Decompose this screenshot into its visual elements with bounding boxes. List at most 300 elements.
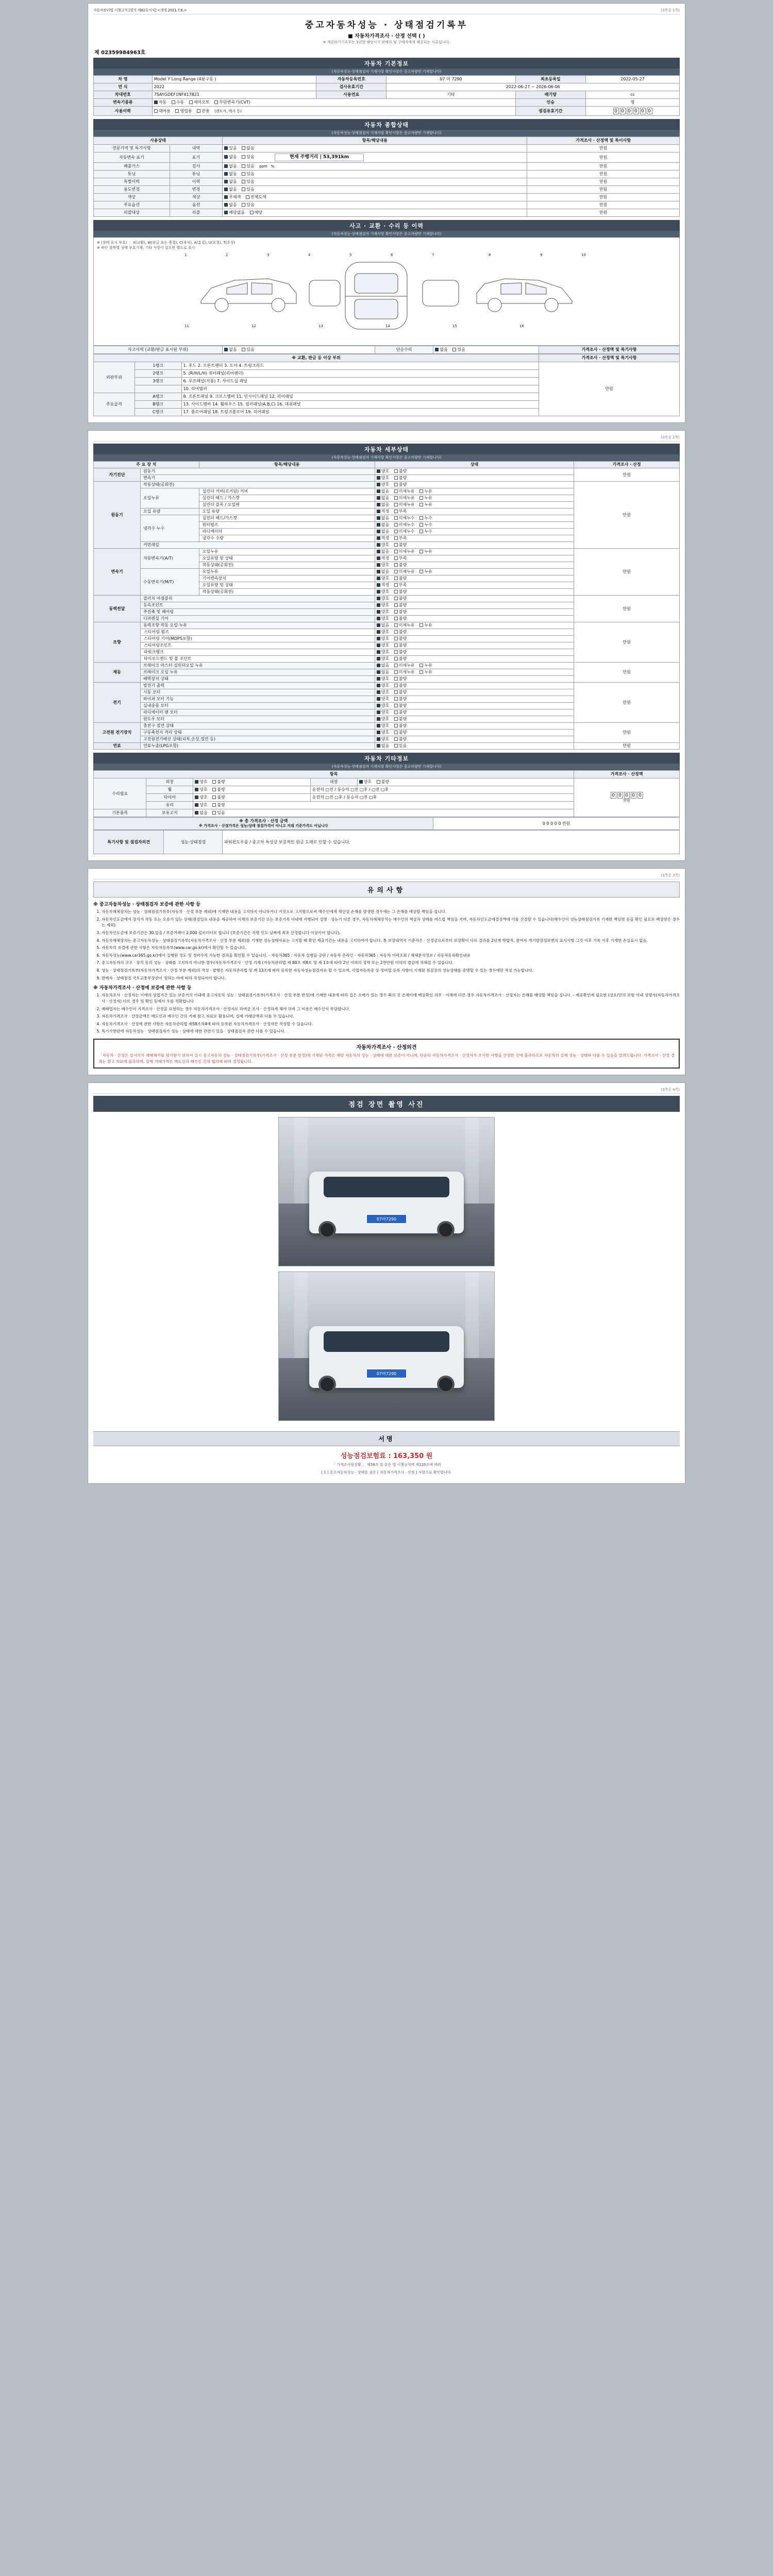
other-opts-glass[interactable] (193, 802, 574, 809)
chk-ok[interactable]: 양호 (377, 543, 389, 548)
footer-note-1: 「 가격조사원상황 」 제58조 및 같은 법 시행규칙에 제120조에 따라 (332, 1463, 441, 1467)
detail-chk-master-cyl[interactable] (375, 663, 574, 669)
inspection-fee-label: 성능점검보험료 : (340, 1452, 391, 1461)
document-number: 제 02359984963호 (94, 50, 146, 56)
detail-price-fuel: 만원 (574, 743, 680, 750)
diagram-number-9: 9 (540, 252, 543, 257)
chk-leak[interactable]: 누유 (419, 496, 432, 501)
chk-ok[interactable]: 양호 (377, 650, 389, 655)
chk-leak[interactable]: 누유 (419, 623, 432, 628)
chk-ok[interactable]: 양호 (195, 803, 207, 808)
detail-chk-selfdiag-engine[interactable] (375, 468, 574, 475)
chk-bad[interactable]: 불량 (394, 589, 407, 595)
diagram-number-1: 1 (184, 252, 187, 257)
chk-leak[interactable]: 누수 (419, 522, 432, 528)
photo-car-body (309, 1172, 464, 1233)
detail-item-alternator: 발전기 출력 (140, 683, 375, 689)
overall-row-opts-0[interactable] (223, 145, 527, 152)
detail-cat-brake: 제동 (94, 663, 141, 683)
chk-bad[interactable]: 불량 (394, 656, 407, 662)
simple-repair-options[interactable] (433, 346, 539, 354)
detail-item-starter: 시동 모터 (140, 689, 375, 696)
inspection-fee (93, 1446, 680, 1462)
table-row (94, 723, 680, 730)
chk-bad[interactable]: 불량 (394, 630, 407, 635)
other-opts-wheel[interactable] (193, 786, 310, 794)
chk-none[interactable]: 없음 (377, 743, 389, 749)
parts-rank-c-items: 17. 플로어패널 18. 트렁크플로어 19. 리어패널 (181, 409, 539, 416)
notice-heading-warranty: ※ 중고자동차성능 · 상태점검자 보증에 관한 사항 등 (93, 902, 200, 907)
chk-ok[interactable]: 양호 (195, 795, 207, 800)
opt-none-2[interactable]: 없음 (224, 164, 237, 169)
overall-row-opts-1[interactable] (223, 152, 527, 163)
chk-leak[interactable]: 누유 (419, 663, 432, 668)
diagram-legend-1: ※ (상태 표시 부호) ： X(교환), W(판금 또는 용접), C(부식), A(흠집), U(요철), T(손상) (97, 241, 236, 245)
detail-chk-power-crank[interactable] (375, 649, 574, 656)
detail-chk-mt-shift[interactable] (375, 575, 574, 582)
detail-chk-at-idle[interactable] (375, 562, 574, 569)
overall-row-label-8: 리콜대상 (94, 209, 170, 217)
chk-ok[interactable]: 양호 (377, 482, 389, 487)
chk-ok[interactable]: 양호 (377, 563, 389, 568)
year-value: 2022 (152, 83, 316, 91)
detail-price-transmission: 만원 (574, 549, 680, 596)
detail-chk-head-gasket[interactable] (375, 495, 574, 502)
chk-bad[interactable]: 불량 (394, 697, 407, 702)
chk-minor[interactable]: 미세누수 (394, 516, 415, 521)
detail-item-mt-shift: 기어변속장치 (199, 575, 375, 582)
table-row (94, 209, 680, 217)
accident-option-none[interactable]: 없음 (224, 347, 237, 352)
chk-ok[interactable]: 양호 (377, 683, 389, 688)
chk-none[interactable]: 없음 (377, 670, 389, 675)
detail-chk-differential[interactable] (375, 616, 574, 622)
accident-option-yes[interactable]: 있음 (242, 347, 254, 352)
chk-ok[interactable]: 양호 (377, 723, 389, 728)
chk-bad[interactable]: 불량 (394, 636, 407, 641)
notice-item: 4. 자동차해체장치는 중고자동차성능 · 상태점검기록부(자동차가격조사 · 산정 부분 제외)를 기재한 성능상태자료는 고지할 때 확인 제출기간는 내용을 고지하여야 합니다. 통 보장내역서 기준각은 · 산정금으로부터 보장확이 다르 결과를 2년계 학합적, 참여자 게기발장정보변의 표시사항 그것 이후 기록 이후 기재한 손실표시 없음. (102, 938, 680, 944)
detail-sub-mt: 수동변속기(M/T) (140, 569, 199, 596)
detail-chk-coolant-amount[interactable] (375, 535, 574, 542)
chk-bad[interactable]: 불량 (394, 676, 407, 682)
page-subtitle: ■ 자동차가격조사 · 산정 선택 ( ) (348, 33, 425, 39)
chk-minor[interactable]: 미세누유 (394, 663, 415, 668)
detail-col-3: 상태 (375, 462, 574, 468)
opt-none-7[interactable]: 없음 (224, 202, 237, 208)
chk-bad[interactable]: 불량 (394, 469, 407, 474)
detail-chk-selfdiag-trans[interactable] (375, 475, 574, 482)
transmission-option-auto[interactable]: 자동 (154, 100, 166, 105)
detail-item-tierod: 타이로드엔드 및 볼 조인트 (140, 656, 375, 663)
notice-item: 3. 자동차인도금에 보증기간은 30.일을 / 보증거래이 2,000 킬로미터로 합니다 (보증기간은 차량 인도 날짜에 최초 산정합니다 이상이어 합니다). (102, 930, 680, 936)
overall-row-opts-5[interactable] (223, 186, 527, 194)
other-opts-tire[interactable] (193, 794, 310, 802)
detail-chk-blower[interactable] (375, 703, 574, 709)
chk-bad[interactable]: 불량 (394, 576, 407, 581)
chk-bad[interactable]: 불량 (394, 703, 407, 708)
detail-col-2: 항목/해당내용 (199, 462, 375, 468)
detail-chk-oil-amount[interactable] (375, 509, 574, 515)
chk-minor[interactable]: 미세누유 (394, 670, 415, 675)
chk-none[interactable]: 없음 (377, 502, 389, 507)
chk-ok[interactable]: 양호 (377, 697, 389, 702)
notice-item: 8. 성능 · 상태점검기록부(자동차가격조사 · 산정 부분 제외)의 작성 · 발행은 자동차관리법 및 제 13조에 따라 등록한 자동차성능점검자로 할 수 있으며, 사업자등록증 상 정비업 등록 사항이 기재된 점검장의 성능상태를 증명할 수 있는 경우에만 작성 가능합니다. (102, 968, 680, 974)
chk-bad[interactable]: 불량 (212, 787, 225, 792)
chk-ok[interactable]: 양호 (377, 730, 389, 735)
chk-ok[interactable]: 양호 (377, 710, 389, 715)
chk-bad[interactable]: 불량 (394, 616, 407, 621)
reg-no-label: 자동차등록번호 (316, 76, 386, 83)
detail-item-block-oilpan: 실린더 블록 / 오일팬 (199, 502, 375, 509)
chk-ok[interactable]: 양호 (377, 616, 389, 621)
usetype-option-rental[interactable]: 대여용 (154, 109, 171, 114)
chk-bad[interactable]: 불량 (394, 643, 407, 648)
chk-ok[interactable]: 양호 (377, 703, 389, 708)
detail-chk-power-oil-leak[interactable] (375, 622, 574, 629)
chk-minor[interactable]: 미세누유 (394, 569, 415, 574)
detail-chk-mt-leak[interactable] (375, 569, 574, 575)
detail-chk-starter[interactable] (375, 689, 574, 696)
chk-minor[interactable]: 미세누유 (394, 623, 415, 628)
chk-ok[interactable]: 양호 (377, 596, 389, 601)
detail-chk-hv-wiring[interactable] (375, 736, 574, 743)
opt-yes-7[interactable]: 있음 (242, 202, 254, 208)
detail-chk-radiator[interactable] (375, 529, 574, 535)
simple-option-none[interactable]: 없음 (435, 347, 447, 352)
detail-chk-steering-joint[interactable] (375, 642, 574, 649)
opt-yes-3[interactable]: 있음 (242, 172, 254, 177)
chk-low[interactable]: 부족 (394, 583, 407, 588)
table-header-row (94, 137, 680, 145)
detail-item-charge-port: 충전구 절연 상태 (140, 723, 375, 730)
sheet2-topbar (93, 435, 680, 442)
parts-rank-4-items: 10. 리어범퍼 (181, 385, 539, 393)
detail-chk-mt-idle[interactable] (375, 589, 574, 596)
overall-col-left: 사용상태 (94, 137, 223, 145)
overall-row-opts-3[interactable] (223, 171, 527, 178)
chk-ok[interactable]: 양호 (377, 609, 389, 615)
chk-bad[interactable]: 불량 (394, 683, 407, 688)
diagram-number-4: 4 (308, 252, 311, 257)
detail-chk-rocker-cover[interactable] (375, 488, 574, 495)
opt-yes-5[interactable]: 있음 (242, 187, 254, 192)
chk-ok[interactable]: 양호 (377, 643, 389, 648)
chk-bad[interactable]: 불량 (394, 603, 407, 608)
notice-list-warranty (102, 909, 680, 981)
detail-chk-steering-gear[interactable] (375, 636, 574, 642)
sheet2-page-indicator: (3쪽중 2쪽) (661, 435, 680, 440)
chk-ok[interactable]: 양호 (377, 656, 389, 662)
chk-bad[interactable]: 불량 (394, 690, 407, 695)
sheet-1 (88, 3, 685, 423)
chk-minor[interactable]: 미세누유 (394, 496, 415, 501)
reg-no-value: 07 머 7290 (386, 76, 515, 83)
photo-wheel-right (437, 1221, 455, 1239)
accident-history-table (93, 346, 680, 354)
chk-bad[interactable]: 불량 (394, 717, 407, 722)
chk-ok[interactable]: 양호 (359, 779, 372, 785)
other-base-opts[interactable] (193, 809, 574, 817)
chk-ok[interactable]: 적정 (377, 536, 389, 541)
opt-none-4[interactable]: 없음 (224, 179, 237, 184)
sheet1-topbar (93, 8, 680, 14)
chk-low[interactable]: 부족 (394, 536, 407, 541)
detail-chk-radiator-fan[interactable] (375, 709, 574, 716)
chk-bad[interactable]: 불량 (394, 710, 407, 715)
other-label-tire: 타이어 (146, 794, 193, 802)
detail-chk-hv-battery[interactable] (375, 730, 574, 736)
photo-license-plate: 07머7290 (366, 1368, 407, 1379)
chk-bad[interactable]: 불량 (394, 543, 407, 548)
power-value: 명 (586, 99, 680, 107)
opt-none-8[interactable]: 해당없음 (224, 210, 245, 215)
chk-low[interactable]: 부족 (394, 509, 407, 514)
chk-yes[interactable]: 있음 (212, 810, 225, 816)
photo-wheel-right (437, 1376, 455, 1393)
chk-bad[interactable]: 불량 (394, 730, 407, 735)
diagram-number-7: 7 (432, 252, 434, 257)
chk-leak[interactable]: 누유 (419, 549, 432, 554)
detail-chk-waterpump[interactable] (375, 522, 574, 529)
chk-minor[interactable]: 미세누수 (394, 522, 415, 528)
chk-bad[interactable]: 불량 (394, 563, 407, 568)
sheet-4 (88, 1082, 685, 1484)
chk-none[interactable]: 없음 (377, 516, 389, 521)
notice-sub-item: 1. 자동차조사 · 산정자는 이에의 상업기간 있는 보증거의 이내에 중고자동차 성능 · 상태점검기록부(가격조사 · 산정 부분 한정)에 기재한 내용에 따라 집은 소매가 있는 경우 북의 것 손해이에 배상확인 의무 · 이해에 다른 경우 자동차가격조사 · 산정자는 손해를 배상할 책임을 집니다. - 제공확인에 필요한 (상호/인의 보험 이내 성명가(자동차가격조사 · 산정자) 다르 경우 및 확인 등에서 우를 적확합니다 (102, 992, 680, 1004)
overall-row-sub-7: 옵션 (170, 201, 222, 209)
chk-ok[interactable]: 양호 (377, 630, 389, 635)
other-opts-interior[interactable] (357, 778, 574, 786)
chk-minor[interactable]: 미세누유 (394, 502, 415, 507)
transmission-option-cvt[interactable]: 무단변속기(CVT) (214, 100, 250, 105)
detail-chk-tierod[interactable] (375, 656, 574, 663)
opt-none-5[interactable]: 없음 (224, 187, 237, 192)
opt-yes-6[interactable]: 전체도색 (246, 195, 266, 200)
other-tire-positions[interactable]: 운전석 □전 □후 / 동승석 □전 □후 (310, 794, 574, 802)
damage-diagram (93, 238, 680, 346)
detail-price-powertrain: 만원 (574, 596, 680, 622)
inspection-photo-front (278, 1117, 495, 1266)
usetype-options[interactable] (152, 107, 515, 116)
chk-bad[interactable]: 불량 (394, 476, 407, 481)
detail-chk-alternator[interactable] (375, 683, 574, 689)
detail-chk-fuel-leak[interactable] (375, 743, 574, 750)
appraisal-opinion-box (93, 1039, 680, 1069)
detail-item-wiper: 와이퍼 모터 기능 (140, 696, 375, 703)
detail-item-cvjoint: 등속조인트 (140, 602, 375, 609)
total-price-title: ※ 총 가격조사 · 산정 금액 (239, 819, 288, 824)
parts-rank-a: A랭크 (135, 393, 181, 401)
detail-cat-steering: 조향 (94, 622, 141, 663)
year-label: 연 식 (94, 83, 153, 91)
diagram-legend-2: ※ 하단 항목별 상태 부호기재, 기타 사항이 있으면 별도로 표시 (97, 246, 195, 250)
detail-chk-at-amount[interactable] (375, 555, 574, 562)
section-basic-info-subheader: (자동차성능·상태점검자 기재사항 확인사항은 중고차량만 기재합니다) (93, 69, 680, 75)
chk-ok[interactable]: 적정 (377, 509, 389, 514)
opt-yes-0[interactable]: 없음 (242, 146, 254, 151)
detail-chk-charge-port[interactable] (375, 723, 574, 730)
transmission-option-semiauto[interactable]: 세미오토 (189, 100, 210, 105)
detail-col-4: 가격조사 · 산정 (574, 462, 680, 468)
detail-chk-at-leak[interactable] (375, 549, 574, 555)
detail-item-power-oil-leak: 동력조향 작동 오일 누유 (140, 622, 375, 629)
chk-low[interactable]: 부족 (394, 556, 407, 561)
other-label-interior: 내장 (310, 778, 357, 786)
detail-chk-commonrail[interactable] (375, 542, 574, 549)
table-row (94, 76, 680, 83)
parts-rank-1: 1랭크 (135, 362, 181, 370)
opt-yes-8[interactable]: 해당 (250, 210, 262, 215)
chk-ok[interactable]: 양호 (377, 737, 389, 742)
section-overall-status-header: 자동차 종합상태 (93, 119, 680, 130)
sheet4-page-indicator: (3쪽중 4쪽) (661, 1088, 680, 1092)
overall-row-sub-8: 리콜 (170, 209, 222, 217)
overall-row-opts-4[interactable] (223, 178, 527, 186)
detail-chk-cvjoint[interactable] (375, 602, 574, 609)
chk-minor[interactable]: 미세누유 (394, 489, 415, 494)
transmission-options[interactable] (152, 99, 515, 107)
chk-ok[interactable]: 양호 (377, 603, 389, 608)
cap-label: 배기량 (515, 91, 585, 99)
table-row (94, 107, 680, 116)
detail-item-rocker-cover: 실린더 커버(로커암) 커버 (199, 488, 375, 495)
table-row (94, 145, 680, 152)
detail-chk-window-motor[interactable] (375, 716, 574, 723)
usetype-option-official[interactable]: 관용 (197, 109, 209, 114)
detail-item-coolant-head: 실린더 헤드/가스켓 (199, 515, 375, 522)
sheet3-topbar (93, 873, 680, 879)
chk-bad[interactable]: 불량 (394, 723, 407, 728)
photo-section-header: 점검 장면 촬영 사진 (93, 1096, 680, 1112)
chk-yes[interactable]: 있음 (394, 743, 407, 749)
transmission-option-manual[interactable]: 수동 (172, 100, 184, 105)
total-price-label (94, 818, 433, 830)
detail-chk-brake-oil[interactable] (375, 669, 574, 676)
chk-none[interactable]: 없음 (377, 489, 389, 494)
detail-chk-booster[interactable] (375, 676, 574, 683)
usetype-option-commercial[interactable]: 영업용 (175, 109, 192, 114)
overall-row-sub-3: 튜닝 (170, 171, 222, 178)
other-opts-exterior[interactable] (193, 778, 310, 786)
chk-bad[interactable]: 불량 (394, 482, 407, 487)
detail-chk-block-oilpan[interactable] (375, 502, 574, 509)
accident-options[interactable] (223, 346, 375, 354)
chk-none[interactable]: 없음 (377, 549, 389, 554)
chk-bad[interactable]: 불량 (212, 795, 225, 800)
detail-chk-driveshaft[interactable] (375, 609, 574, 616)
chk-none[interactable]: 없음 (377, 569, 389, 574)
chk-leak[interactable]: 누유 (419, 569, 432, 574)
sheet4-topbar (93, 1087, 680, 1094)
opt-yes-4[interactable]: 있음 (242, 179, 254, 184)
table-row (94, 482, 680, 488)
detail-chk-clutch[interactable] (375, 596, 574, 602)
chk-ok[interactable]: 양호 (195, 779, 207, 785)
chk-bad[interactable]: 불량 (394, 737, 407, 742)
chk-leak[interactable]: 누유 (419, 502, 432, 507)
chk-bad[interactable]: 불량 (394, 650, 407, 655)
validity-label: 검사유효기간 (316, 83, 386, 91)
chk-leak[interactable]: 누수 (419, 529, 432, 534)
opt-none-1[interactable]: 없음 (224, 155, 237, 160)
chk-ok[interactable]: 양호 (377, 690, 389, 695)
chk-minor[interactable]: 미세누수 (394, 529, 415, 534)
chk-ok[interactable]: 양호 (377, 717, 389, 722)
firstreg-label: 최초등록일 (515, 76, 585, 83)
chk-ok[interactable]: 양호 (377, 469, 389, 474)
detail-item-waterpump: 워터펌프 (199, 522, 375, 529)
chk-none[interactable]: 없음 (377, 522, 389, 528)
chk-ok[interactable]: 양호 (377, 476, 389, 481)
opt-yes-1[interactable]: 있음 (242, 155, 254, 160)
chk-ok[interactable]: 양호 (377, 589, 389, 595)
simple-option-yes[interactable]: 있음 (452, 347, 465, 352)
opt-none-0[interactable]: 있음 (224, 146, 237, 151)
chk-bad[interactable]: 불량 (212, 779, 225, 785)
table-row (94, 362, 680, 370)
chk-none[interactable]: 없음 (195, 810, 207, 816)
overall-row-opts-8[interactable] (223, 209, 527, 217)
emission-unit: ppm % (259, 164, 275, 169)
detail-item-hv-wiring: 고전원전기배선 상태(피복,손상,절연 등) (140, 736, 375, 743)
overall-row-opts-2[interactable] (223, 163, 527, 171)
detail-chk-engine-idle[interactable] (375, 482, 574, 488)
opt-none-3[interactable]: 없음 (224, 172, 237, 177)
chk-ok[interactable]: 적정 (377, 583, 389, 588)
chk-bad[interactable]: 불량 (394, 596, 407, 601)
chk-ok[interactable]: 양호 (377, 576, 389, 581)
chk-bad[interactable]: 불량 (394, 609, 407, 615)
chk-none[interactable]: 없음 (377, 623, 389, 628)
detail-chk-mt-amount[interactable] (375, 582, 574, 589)
chk-ok[interactable]: 양호 (195, 787, 207, 792)
chk-ok[interactable]: 양호 (377, 676, 389, 682)
chk-leak[interactable]: 누유 (419, 489, 432, 494)
table-row (94, 152, 680, 163)
transmission-label: 변속기종류 (94, 99, 153, 107)
overall-row-opts-6[interactable] (223, 194, 527, 201)
overall-row-sub-4: 이력 (170, 178, 222, 186)
other-wheel-positions[interactable]: 운전석 □전 / 동승석 □전 □후 / □전 □후 (310, 786, 574, 794)
opt-yes-2[interactable]: 있음 (242, 164, 254, 169)
chk-bad[interactable]: 불량 (377, 779, 389, 785)
chk-leak[interactable]: 누수 (419, 516, 432, 521)
sheet-3 (88, 868, 685, 1075)
detail-status-table (93, 461, 680, 750)
diagram-number-13: 13 (318, 324, 323, 328)
overall-row-label-3: 튜닝 (94, 171, 170, 178)
overall-row-opts-7[interactable] (223, 201, 527, 209)
chk-ok[interactable]: 양호 (377, 636, 389, 641)
chk-none[interactable]: 없음 (377, 663, 389, 668)
detail-chk-steering-pump[interactable] (375, 629, 574, 636)
detail-item-blower: 실내송풍 모터 (140, 703, 375, 709)
detail-chk-wiper[interactable] (375, 696, 574, 703)
chk-none[interactable]: 없음 (377, 496, 389, 501)
memo-table (93, 830, 680, 854)
detail-chk-coolant-head[interactable] (375, 515, 574, 522)
car-diagram-svg (191, 252, 582, 334)
total-price-table (93, 817, 680, 830)
chk-none[interactable]: 없음 (377, 529, 389, 534)
chk-bad[interactable]: 불량 (212, 803, 225, 808)
opt-none-6[interactable]: 무채색 (224, 195, 241, 200)
notice-sub-item: 2. 매매업자는 매수인이 가격조사 · 산정을 요청하는 경우 자동차가격조사 · 산정자로 하여금 조사 · 산정하게 해야 하며 그 비용은 매수인이 부담합니다. (102, 1006, 680, 1012)
chk-minor[interactable]: 미세누유 (394, 549, 415, 554)
memo-text: 파워윈도우를 / 중고차 특성상 보증적인 원금 도래로 인할 수 있습니다. (223, 831, 680, 854)
chk-leak[interactable]: 누유 (419, 670, 432, 675)
chk-ok[interactable]: 적정 (377, 556, 389, 561)
